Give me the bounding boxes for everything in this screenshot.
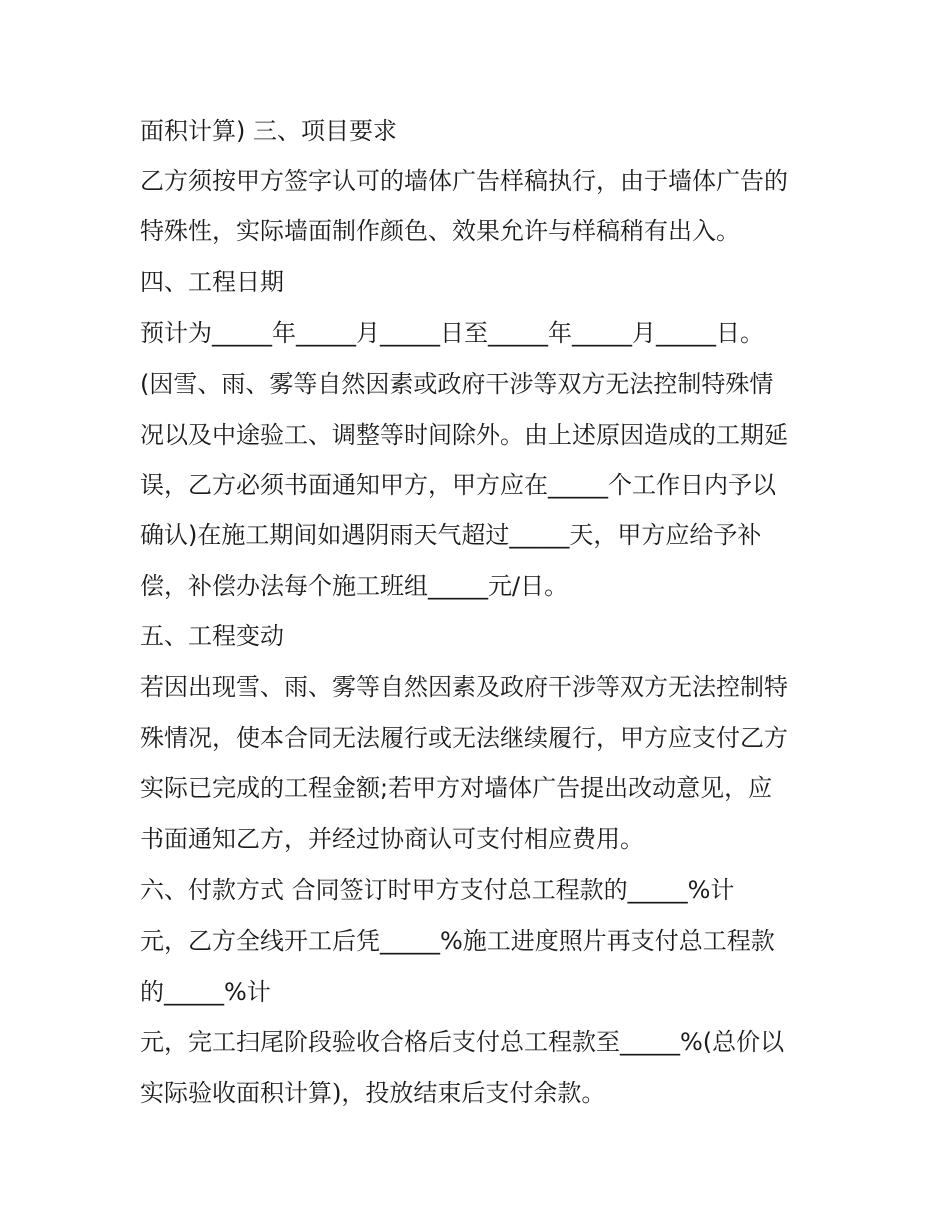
text-line: (因雪、雨、雾等自然因素或政府干涉等双方无法控制特殊情 (140, 370, 774, 398)
section-heading: 五、工程变动 (140, 622, 284, 650)
text-line: 预计为_____年_____月_____日至_____年_____月_____日。 (140, 319, 764, 347)
section-heading: 六、付款方式 合同签订时甲方支付总工程款的_____%计 (140, 876, 735, 904)
text-line: 面积计算) 三、项目要求 (140, 117, 397, 145)
text-line: 确认)在施工期间如遇阴雨天气超过_____天，甲方应给予补 (140, 521, 762, 549)
text-line: 元，乙方全线开工后凭_____%施工进度照片再支付总工程款 (140, 927, 775, 955)
text-line: 特殊性，实际墙面制作颜色、效果允许与样稿稍有出入。 (140, 217, 740, 245)
text-line: 殊情况，使本合同无法履行或无法继续履行，甲方应支付乙方 (140, 724, 788, 752)
text-line: 误，乙方必须书面通知甲方，甲方应在_____个工作日内予以 (140, 471, 776, 499)
text-line: 实际已完成的工程金额;若甲方对墙体广告提出改动意见，应 (140, 774, 773, 802)
text-line: 乙方须按甲方签字认可的墙体广告样稿执行，由于墙体广告的 (140, 167, 788, 195)
text-line: 的_____%计 (140, 978, 271, 1006)
text-line: 况以及中途验工、调整等时间除外。由上述原因造成的工期延 (140, 421, 788, 449)
text-line: 书面通知乙方，并经过协商认可支付相应费用。 (140, 825, 644, 853)
text-line: 偿，补偿办法每个施工班组_____元/日。 (140, 572, 569, 600)
text-line: 若因出现雪、雨、雾等自然因素及政府干涉等双方无法控制特 (140, 673, 788, 701)
text-line: 实际验收面积计算)，投放结束后支付余款。 (140, 1079, 606, 1107)
text-line: 元，完工扫尾阶段验收合格后支付总工程款至_____%(总价以 (140, 1028, 785, 1056)
section-heading: 四、工程日期 (140, 268, 284, 296)
